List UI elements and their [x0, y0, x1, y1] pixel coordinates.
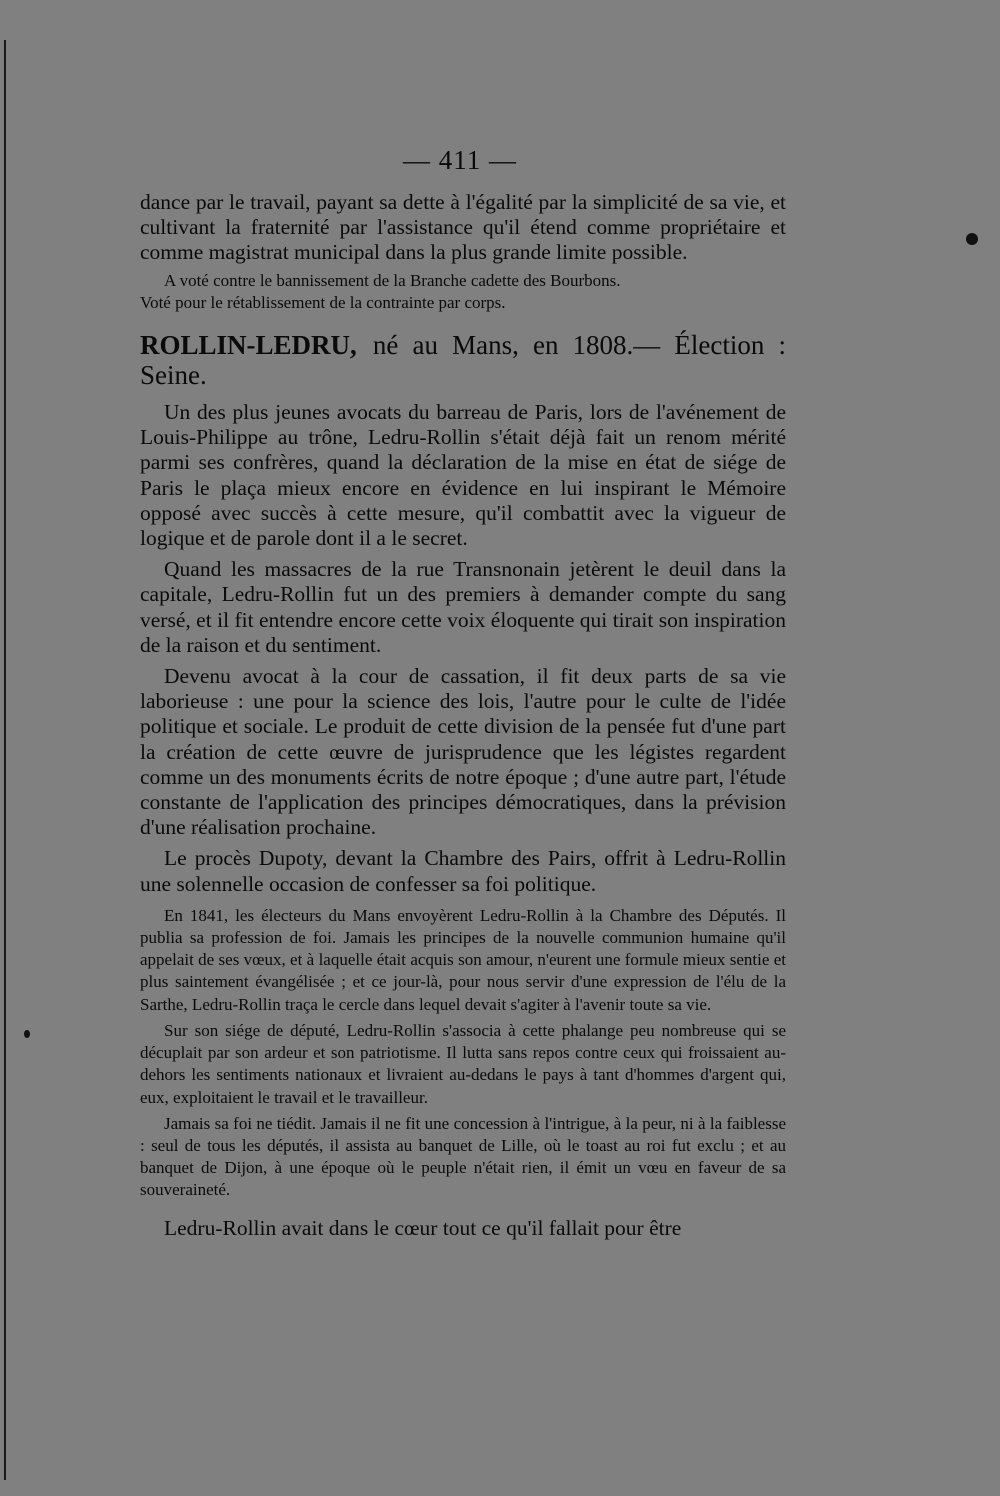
body-paragraph: Quand les massacres de la rue Transnonain jetèrent le deuil dans la capitale, Ledru-Rollin fut un des premiers à demander compte du sang versé, et il fit entendre encore cette voix éloquente qui tirait son inspiration de la raison et du sentiment.	[140, 557, 786, 657]
body-paragraph: Le procès Dupoty, devant la Chambre des Pairs, offrit à Ledru-Rollin une solennelle occasion de confesser sa foi politique.	[140, 846, 786, 896]
page-edge-line	[4, 40, 6, 1480]
vote-line: A voté contre le bannissement de la Branche cadette des Bourbons.	[164, 270, 621, 290]
small-paragraph: Jamais sa foi ne tiédit. Jamais il ne fit une concession à l'intrigue, à la peur, ni à la faiblesse : seul de tous les députés, il assista au banquet de Lille, où le toast au roi fut exclu ; et au banquet de Dijon, à une époque où le peuple n'était rien, il émit un vœu en faveur de sa souveraineté.	[140, 1113, 786, 1200]
deputy-heading	[140, 330, 786, 390]
body-paragraph: Un des plus jeunes avocats du barreau de Paris, lors de l'avénement de Louis-Philippe au trône, Ledru-Rollin s'était déjà fait un renom mérité parmi ses confrères, quand la déclaration de la mise en état de siége de Paris le plaça mieux encore en évidence en lui inspirant le Mémoire opposé avec succès à cette mesure, qu'il combattit avec la vigueur de logique et de parole dont il a le secret.	[140, 400, 786, 551]
small-paragraph: En 1841, les électeurs du Mans envoyèrent Ledru-Rollin à la Chambre des Députés. Il publia sa profession de foi. Jamais les principes de la nouvelle communion humaine qu'il appelait de ses vœux, et à laquelle était acquis son amour, n'eurent une formule mieux sentie et plus saintement évangélisée ; et ce jour-là, pour nous servir d'une expression de l'élu de la Sarthe, Ledru-Rollin traça le cercle dans lequel devait s'agiter à l'avenir toute sa vie.	[140, 905, 786, 1014]
page-body	[140, 190, 786, 1241]
small-paragraph: Sur son siége de député, Ledru-Rollin s'associa à cette phalange peu nombreuse qui se décuplait par son ardeur et son patriotisme. Il lutta sans repos contre ceux qui froissaient au-dehors les sentiments nationaux et livraient au-dedans le pays à tant d'hommes d'argent qui, eux, exploitaient le travail et le travailleur.	[140, 1020, 786, 1107]
body-paragraph: Devenu avocat à la cour de cassation, il fit deux parts de sa vie laborieuse : une pour la science des lois, l'autre pour le culte de l'idée politique et sociale. Le produit de cette division de la pensée fut d'une part la création de cette œuvre de jurisprudence que les légistes regardent comme un des monuments écrits de notre époque ; d'une autre part, l'étude constante de l'application des principes démocratiques, dans la prévision d'une réalisation prochaine.	[140, 664, 786, 840]
vote-line: Voté pour le rétablissement de la contrainte par corps.	[140, 292, 506, 312]
closing-line: Ledru-Rollin avait dans le cœur tout ce qu'il fallait pour être	[164, 1215, 682, 1240]
deputy-name: ROLLIN-LEDRU,	[140, 330, 357, 361]
ink-smudge	[24, 1030, 30, 1038]
page-number: — 411 —	[403, 145, 517, 175]
ink-smudge	[966, 233, 978, 245]
opening-paragraph: dance par le travail, payant sa dette à l'égalité par la simplicité de sa vie, et cultivant la fraternité par l'assistance qu'il étend comme propriétaire et comme magistrat municipal dans la plus grande limite possible.	[140, 190, 786, 265]
deputy-birth-election: né au Mans, en 1808.— Élection : Seine.	[140, 330, 787, 391]
